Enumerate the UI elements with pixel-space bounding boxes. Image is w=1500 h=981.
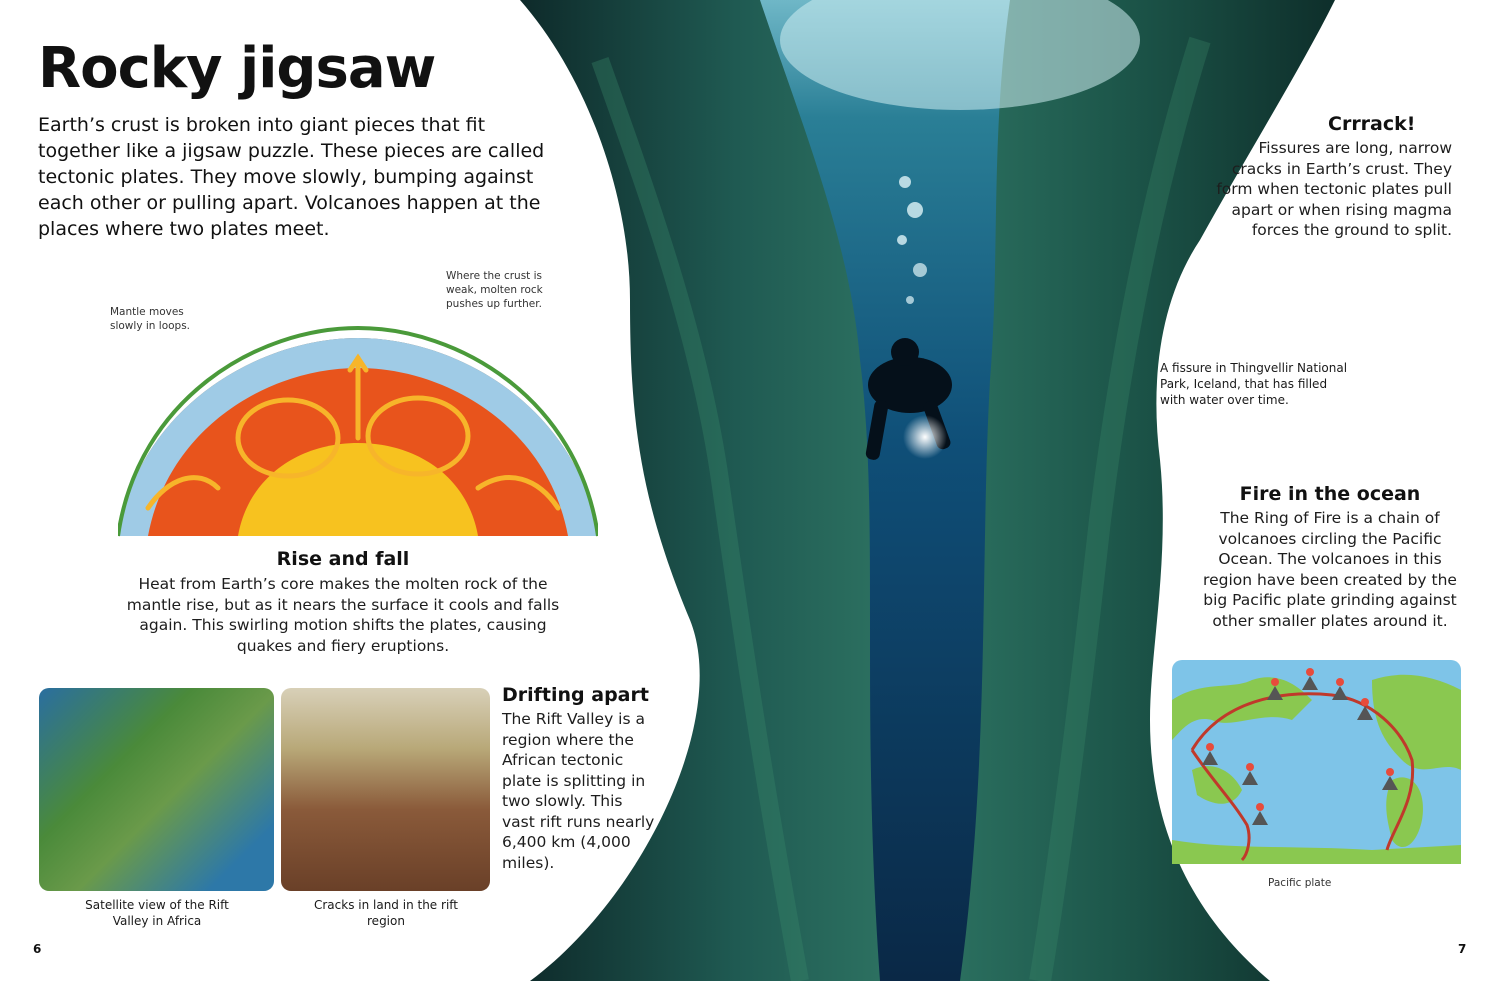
rise-and-fall-heading: Rise and fall: [276, 548, 410, 570]
annotation-crust: Where the crust is weak, molten rock pushes up further.: [446, 270, 543, 310]
page-number-right: 7: [1458, 942, 1467, 956]
rift-cracks-image: [281, 688, 490, 891]
satellite-caption: Satellite view of the Rift Valley in Africa: [85, 898, 229, 928]
rise-and-fall-body: Heat from Earth’s core makes the molten rock of the mantle rise, but as it nears the surface it cools and falls again. This swirling motion shifts the plates, causing quakes and fiery eruptions.: [126, 575, 560, 655]
crrrack-body: Fissures are long, narrow cracks in Earth’s crust. They form when tectonic plates pull apart or when rising magma forces the ground to split.: [1216, 139, 1452, 239]
ring-of-fire-map: [1172, 660, 1461, 864]
annotation-mantle: Mantle moves slowly in loops.: [110, 306, 191, 332]
page-title: Rocky jigsaw: [38, 36, 436, 101]
satellite-rift-valley-image: [39, 688, 274, 891]
pacific-plate-label: Pacific plate: [1268, 877, 1332, 889]
fire-ocean-body: The Ring of Fire is a chain of volcanoes circling the Pacific Ocean. The volcanoes in this region have been created by the big Pacific plate grinding against other smaller plates around it.: [1203, 509, 1457, 630]
drifting-apart-body: The Rift Valley is a region where the African tectonic plate is splitting in two slowly. This vast rift runs nearly 6,400 km (4,000 miles).: [502, 710, 655, 872]
fissure-caption: A fissure in Thingvellir National Park, Iceland, that has filled with water over time.: [1160, 361, 1348, 407]
page-number-left: 6: [33, 942, 42, 956]
intro-paragraph: Earth’s crust is broken into giant pieces that fit together like a jigsaw puzzle. These pieces are called tectonic plates. They move slowly, bumping against each other or pulling apart. Volcanoes happen at the places where two plates meet.: [38, 114, 545, 240]
fire-ocean-heading: Fire in the ocean: [1239, 483, 1421, 505]
crrrack-heading: Crrrack!: [1328, 113, 1416, 135]
mantle-convection-diagram: [118, 318, 598, 538]
cracks-caption: Cracks in land in the rift region: [313, 898, 458, 928]
drifting-apart-heading: Drifting apart: [502, 684, 649, 706]
